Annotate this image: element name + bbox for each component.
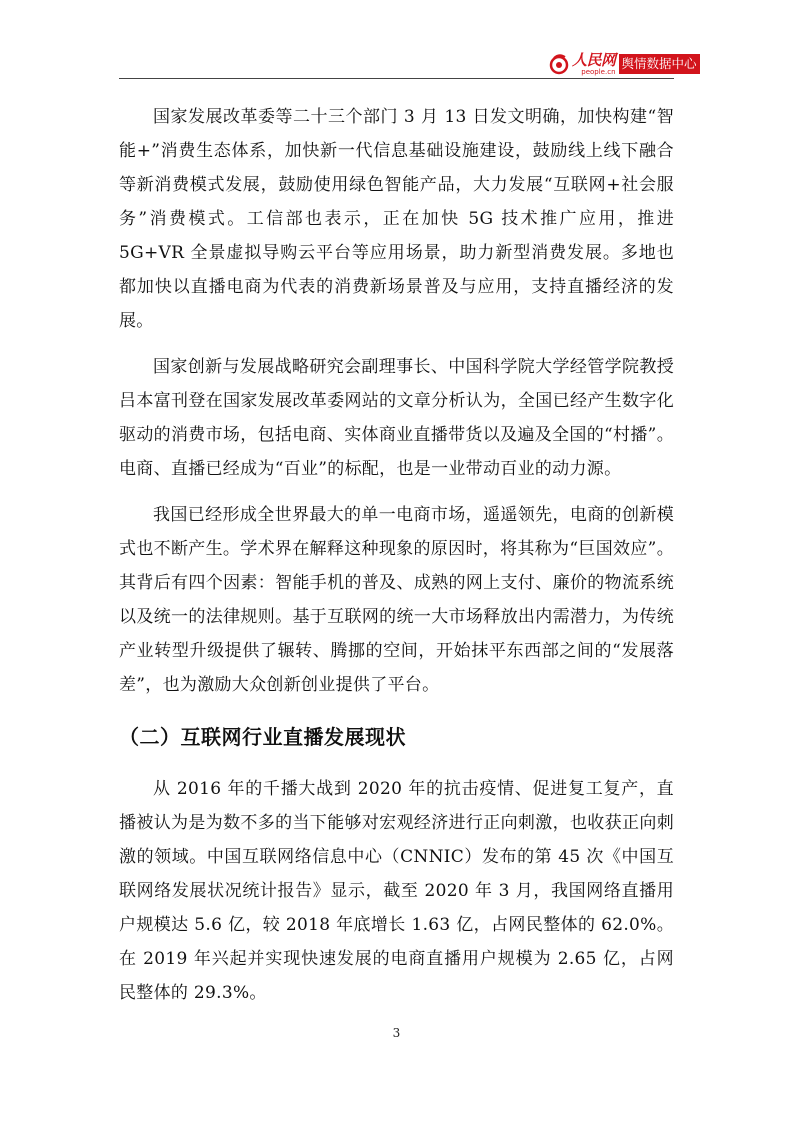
- people-daily-logo: [548, 52, 700, 76]
- document-body: [119, 100, 674, 1010]
- paragraph: 从 2016 年的千播大战到 2020 年的抗击疫情、促进复工复产，直播被认为是为数不多的当下能够对宏观经济进行正向刺激，也收获正向刺激的领域。中国互联网络信息中心（CNNIC）发布的第 45 次《中国互联网络发展状况统计报告》显示，截至 2020 年 3 月，我国网络直播用户规模达 5.6 亿，较 2018 年底增长 1.63 亿，占网民整体的 62.0%。在 2019 年兴起并实现快速发展的电商直播用户规模为 2.65 亿，占网民整体的 29.3%。: [119, 779, 674, 1003]
- logo-text: 人民网: [572, 50, 616, 69]
- header-divider: [119, 78, 674, 79]
- logo-url: people.cn: [581, 67, 616, 76]
- logo-badge: 舆情数据中心: [619, 54, 700, 74]
- page-number: 3: [392, 1026, 401, 1040]
- logo-wordmark: [572, 50, 616, 76]
- paragraph: 国家发展改革委等二十三个部门 3 月 13 日发文明确，加快构建“智能+”消费生态体系，加快新一代信息基础设施建设，鼓励线上线下融合等新消费模式发展，鼓励使用绿色智能产品，大力发展“互联网+社会服务”消费模式。工信部也表示，正在加快 5G 技术推广应用，推进 5G+VR 全景虚拟导购云平台等应用场景，助力新型消费发展。多地也都加快以直播电商为代表的消费新场景普及与应用，支持直播经济的发展。: [119, 107, 674, 331]
- paragraph: 我国已经形成全世界最大的单一电商市场，遥遥领先，电商的创新模式也不断产生。学术界在解释这种现象的原因时，将其称为“巨国效应”。其背后有四个因素：智能手机的普及、成熟的网上支付、廉价的物流系统以及统一的法律规则。基于互联网的统一大市场释放出内需潜力，为传统产业转型升级提供了辗转、腾挪的空间，开始抹平东西部之间的“发展落差”，也为激励大众创新创业提供了平台。: [119, 505, 674, 695]
- paragraph: 国家创新与发展战略研究会副理事长、中国科学院大学经管学院教授吕本富刊登在国家发展改革委网站的文章分析认为，全国已经产生数字化驱动的消费市场，包括电商、实体商业直播带货以及遍及全国的“村播”。电商、直播已经成为“百业”的标配，也是一业带动百业的动力源。: [119, 357, 674, 479]
- people-logo-icon: [548, 53, 570, 75]
- section-heading: （二）互联网行业直播发展现状: [119, 725, 406, 749]
